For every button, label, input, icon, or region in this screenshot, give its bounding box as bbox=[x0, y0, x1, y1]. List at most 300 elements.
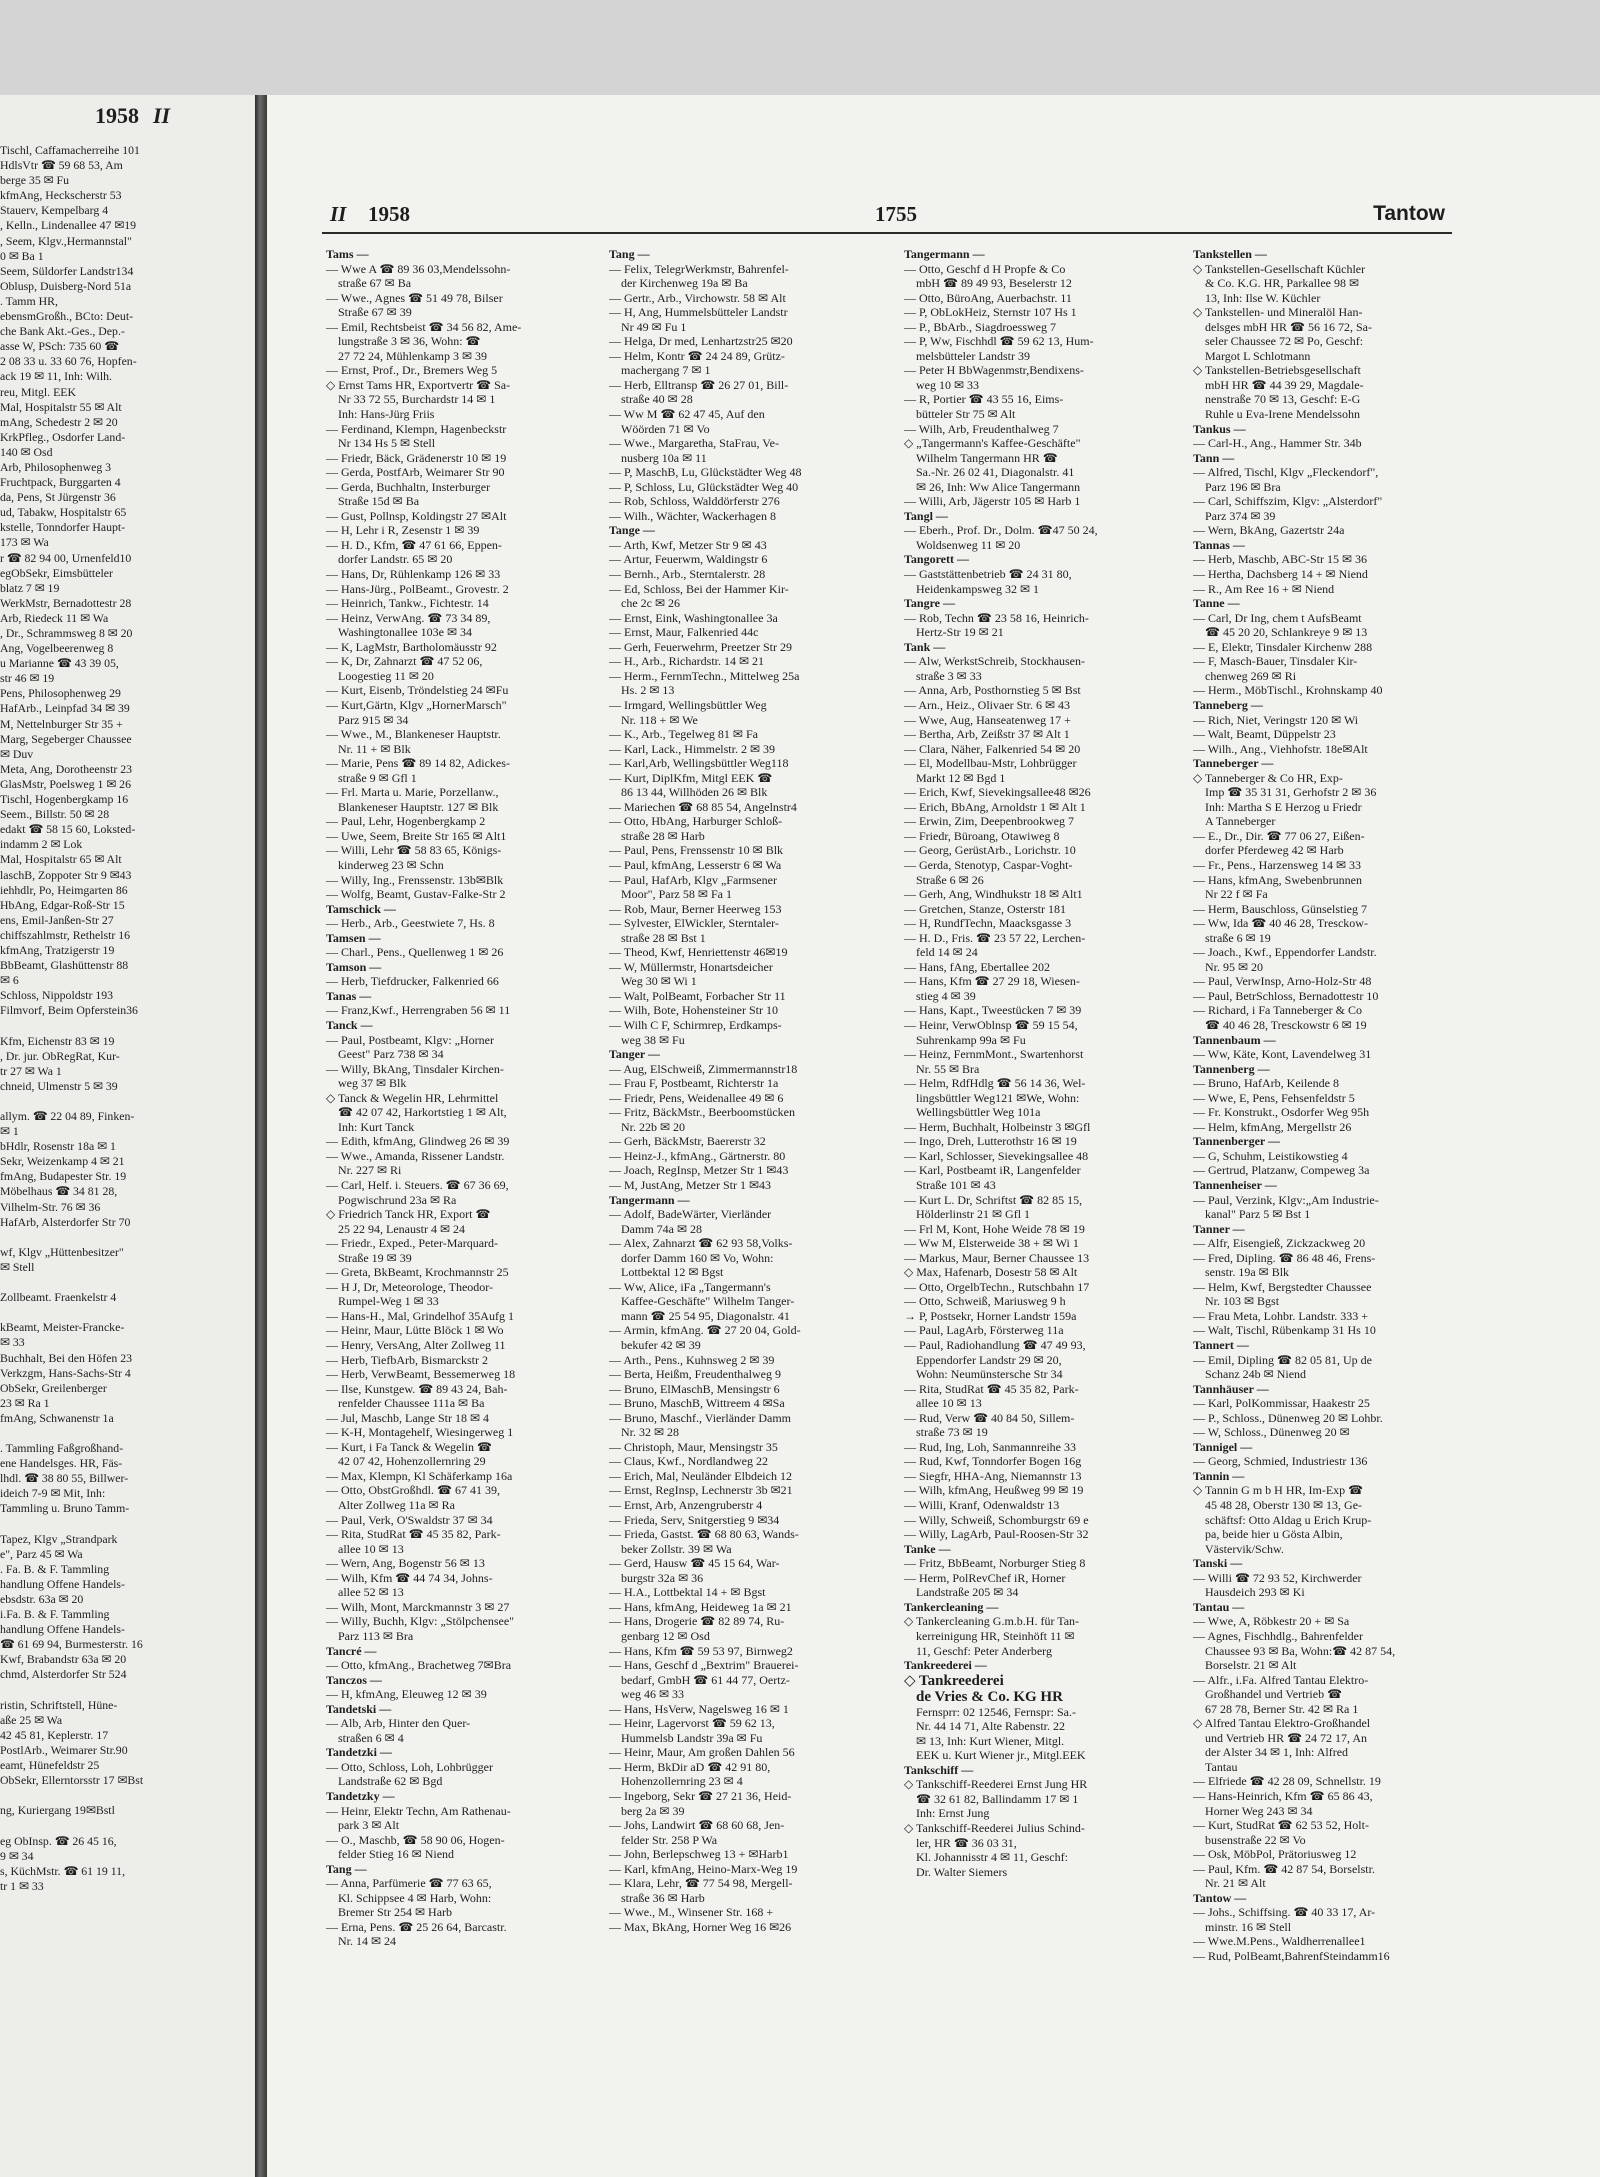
directory-entry-line: ◇ Tannin G m b H HR, Im-Exp ☎ bbox=[1193, 1483, 1364, 1498]
directory-entry-line: → P, Postsekr, Horner Landstr 159a bbox=[904, 1308, 1077, 1323]
left-entry-line: ens, Emil-Janßen-Str 27 bbox=[0, 912, 114, 927]
directory-entry-line: — Herm, BkDir aD ☎ 42 91 80, bbox=[609, 1759, 771, 1774]
left-entry-line bbox=[0, 1818, 250, 1833]
left-entry-line: , Kelln., Lindenallee 47 ✉19 bbox=[0, 218, 137, 233]
directory-entry-line: — Bernh., Arb., Sterntalerstr. 28 bbox=[609, 567, 766, 582]
directory-entry-line: — Bruno, ElMaschB, Mensingstr 6 bbox=[609, 1381, 780, 1396]
directory-entry-line: Nr. 22b ✉ 20 bbox=[621, 1119, 686, 1134]
directory-entry-line: — Gerda, PostfArb, Weimarer Str 90 bbox=[326, 465, 505, 480]
left-entry-line: ✉ Stell bbox=[0, 1259, 35, 1274]
left-entry-line: kstelle, Tonndorfer Haupt- bbox=[0, 520, 126, 535]
directory-entry-line: — Peter H BbWagenmstr,Bendixens- bbox=[904, 363, 1084, 378]
directory-entry-line: — Herm, Bauschloss, Günselstieg 7 bbox=[1193, 901, 1367, 916]
directory-entry-line: — Paul, Verzink, Klgv:„Am Industrie- bbox=[1193, 1192, 1379, 1207]
directory-entry-line: 25 22 94, Lenaustr 4 ✉ 24 bbox=[338, 1221, 466, 1236]
directory-entry-line: ◇ Tankstellen-Gesellschaft Küchler bbox=[1193, 261, 1366, 276]
directory-entry-line: — Friedr., Exped., Peter-Marquard- bbox=[326, 1236, 499, 1251]
surname-heading: Tang — bbox=[326, 1861, 367, 1876]
left-entry-line bbox=[0, 1018, 250, 1033]
directory-entry-line: — Marie, Pens ☎ 89 14 82, Adickes- bbox=[326, 756, 510, 771]
directory-entry-line: Fernsprr: 02 12546, Fernspr: Sa.- bbox=[916, 1704, 1076, 1719]
directory-entry-line: — Frl M, Kont, Hohe Weide 78 ✉ 19 bbox=[904, 1221, 1085, 1236]
directory-entry-line: — Joach, RegInsp, Metzer Str 1 ✉43 bbox=[609, 1163, 789, 1178]
directory-entry-line: der Kirchenweg 19a ✉ Ba bbox=[621, 276, 748, 291]
left-entry-line: 2 08 33 u. 33 60 76, Hopfen- bbox=[0, 354, 137, 369]
directory-entry-line: — H. D., Kfm, ☎ 47 61 66, Eppen- bbox=[326, 537, 502, 552]
directory-entry-line: — Ilse, Kunstgew. ☎ 89 43 24, Bah- bbox=[326, 1381, 508, 1396]
directory-entry-line: — Paul, Verk, O'Swaldstr 37 ✉ 34 bbox=[326, 1512, 493, 1527]
left-page-roman: II bbox=[153, 103, 171, 128]
directory-entry-line: Rumpel-Weg 1 ✉ 33 bbox=[338, 1294, 439, 1309]
directory-entry-line: Markt 12 ✉ Bgd 1 bbox=[916, 770, 1006, 785]
left-entry-line: ud, Tabakw, Hospitalstr 65 bbox=[0, 505, 127, 520]
directory-entry-line: 11, Geschf: Peter Anderberg bbox=[916, 1643, 1052, 1658]
directory-entry-line: — Ed, Schloss, Bei der Hammer Kir- bbox=[609, 581, 789, 596]
surname-heading: Tamsen — bbox=[326, 930, 381, 945]
directory-entry-line: — Paul, Kfm. ☎ 42 87 54, Borselstr. bbox=[1193, 1861, 1375, 1876]
directory-entry-line: — P., Schloss., Dünenweg 20 ✉ Lohbr. bbox=[1193, 1410, 1383, 1425]
directory-entry-line: — F, Masch-Bauer, Tinsdaler Kir- bbox=[1193, 654, 1358, 669]
directory-entry-line: Parz 113 ✉ Bra bbox=[338, 1628, 414, 1643]
surname-heading: Tanczos — bbox=[326, 1672, 382, 1687]
directory-entry-line: Nr 22 f ✉ Fa bbox=[1205, 887, 1268, 902]
left-entry-line: ☎ 61 69 94, Burmesterstr. 16 bbox=[0, 1637, 143, 1652]
directory-entry-line: — Willy, Buchh, Klgv: „Stölpchensee" bbox=[326, 1614, 515, 1629]
directory-entry-line: ◇ Alfred Tantau Elektro-Großhandel bbox=[1193, 1716, 1371, 1731]
directory-entry-line: — Friedr, Bäck, Grädenerstr 10 ✉ 19 bbox=[326, 450, 507, 465]
directory-entry-line: — Paul, Postbeamt, Klgv: „Horner bbox=[326, 1032, 494, 1047]
left-entry-line: Pens, Philosophenweg 29 bbox=[0, 686, 121, 701]
page-number: 1755 bbox=[875, 202, 917, 226]
left-entry-line: handlung Offene Handels- bbox=[0, 1622, 125, 1637]
directory-entry-line: — Charl., Pens., Quellenweg 1 ✉ 26 bbox=[326, 945, 504, 960]
directory-entry-line: Nr. 14 ✉ 24 bbox=[338, 1934, 397, 1949]
directory-entry-line: dorfer Damm 160 ✉ Vo, Wohn: bbox=[621, 1250, 774, 1265]
directory-column-3 bbox=[904, 247, 1172, 1879]
directory-entry-line: — Jul, Maschb, Lange Str 18 ✉ 4 bbox=[326, 1410, 490, 1425]
surname-heading: Tannenbaum — bbox=[1193, 1032, 1276, 1047]
left-entry-line: reu, Mitgl. EEK bbox=[0, 384, 77, 399]
directory-entry-line: dorfer Landstr. 65 ✉ 20 bbox=[338, 552, 453, 567]
directory-entry-line: — Otto, ObstGroßhdl. ☎ 67 41 39, bbox=[326, 1483, 500, 1498]
left-entry-line: s, KüchMstr. ☎ 61 19 11, bbox=[0, 1863, 126, 1878]
directory-entry-line: — Heinr, Lagervorst ☎ 59 62 13, bbox=[609, 1716, 775, 1731]
header-keyword: Tantow bbox=[1373, 202, 1445, 225]
directory-entry-line: burgstr 32a ✉ 36 bbox=[621, 1570, 704, 1585]
directory-entry-line: 67 28 78, Berner Str. 42 ✉ Ra 1 bbox=[1205, 1701, 1359, 1716]
directory-entry-line: — Herb, VerwBeamt, Bessemerweg 18 bbox=[326, 1367, 516, 1382]
directory-entry-line: Inh: Kurt Tanck bbox=[338, 1119, 415, 1134]
directory-entry-line: — Gretchen, Stanze, Osterstr 181 bbox=[904, 901, 1066, 916]
directory-entry-line: — Fritz, BäckMstr., Beerboomstücken bbox=[609, 1105, 795, 1120]
directory-entry-line: — H, Lehr i R, Zesenstr 1 ✉ 39 bbox=[326, 523, 480, 538]
directory-entry-line: Kl. Schippsee 4 ✉ Harb, Wohn: bbox=[338, 1890, 492, 1905]
surname-heading: Tankstellen — bbox=[1193, 247, 1267, 261]
left-entry-line: Verkzgm, Hans-Sachs-Str 4 bbox=[0, 1365, 131, 1380]
header-rule bbox=[322, 232, 1452, 234]
directory-entry-line: minstr. 16 ✉ Stell bbox=[1205, 1919, 1292, 1934]
left-entry-line: kBeamt, Meister-Francke- bbox=[0, 1320, 125, 1335]
directory-entry-line: — H, Ang, Hummelsbütteler Landstr bbox=[609, 305, 788, 320]
directory-entry-line: Tantau bbox=[1205, 1759, 1238, 1774]
surname-heading: Tams — bbox=[326, 247, 369, 261]
directory-entry-line: — Clara, Näher, Falkenried 54 ✉ 20 bbox=[904, 741, 1081, 756]
left-entry-line: ObSekr, Greilenberger bbox=[0, 1380, 107, 1395]
directory-entry-line: — Herb, Elltransp ☎ 26 27 01, Bill- bbox=[609, 377, 789, 392]
surname-heading: Tannert — bbox=[1193, 1338, 1249, 1353]
surname-heading: Tange — bbox=[609, 523, 655, 538]
directory-entry-line: — Otto, HbAng, Harburger Schloß- bbox=[609, 814, 783, 829]
left-entry-line: WerkMstr, Bernadottestr 28 bbox=[0, 595, 132, 610]
directory-entry-line: ☎ 40 46 28, Tresckowstr 6 ✉ 19 bbox=[1205, 1017, 1367, 1032]
directory-entry-line: — Frieda, Gastst. ☎ 68 80 63, Wands- bbox=[609, 1527, 799, 1542]
surname-heading: Tankercleaning — bbox=[904, 1599, 999, 1614]
left-entry-line: Mal, Hospitalstr 55 ✉ Alt bbox=[0, 399, 122, 414]
directory-entry-line: — Rob, Schloss, Walddörferstr 276 bbox=[609, 494, 780, 509]
directory-entry-line: — Heinz, FernmMont., Swartenhorst bbox=[904, 1047, 1084, 1062]
directory-entry-line: & Co. K.G. HR, Parkallee 98 ✉ bbox=[1205, 276, 1360, 291]
directory-entry-line: — Gerd, Hausw ☎ 45 15 64, War- bbox=[609, 1556, 780, 1571]
directory-entry-line: — Johs., Schiffsing. ☎ 40 33 17, Ar- bbox=[1193, 1905, 1376, 1920]
directory-entry-line: ☎ 45 20 20, Schlankreye 9 ✉ 13 bbox=[1205, 625, 1368, 640]
directory-entry-line: Bremer Str 254 ✉ Harb bbox=[338, 1905, 453, 1920]
directory-entry-line: Parz 374 ✉ 39 bbox=[1205, 508, 1276, 523]
surname-heading: Tannin — bbox=[1193, 1468, 1245, 1483]
directory-entry-line: — Willy, BkAng, Tinsdaler Kirchen- bbox=[326, 1061, 504, 1076]
directory-entry-line: — P, MaschB, Lu, Glückstädter Weg 48 bbox=[609, 465, 802, 480]
left-entry-line: HbAng, Edgar-Roß-Str 15 bbox=[0, 897, 125, 912]
left-entry-line: M, Nettelnburger Str 35 + bbox=[0, 716, 123, 731]
surname-heading: Tancré — bbox=[326, 1643, 377, 1658]
left-entry-line: PostlArb., Weimarer Str.90 bbox=[0, 1742, 128, 1757]
directory-entry-line: ◇ Tankstellen-Betriebsgesellschaft bbox=[1193, 363, 1361, 378]
directory-entry-line: — Frau Meta, Lohbr. Landstr. 333 + bbox=[1193, 1308, 1369, 1323]
left-entry-line: e", Parz 45 ✉ Wa bbox=[0, 1546, 83, 1561]
directory-entry-line: — Richard, i Fa Tanneberger & Co bbox=[1193, 1003, 1363, 1018]
left-entry-line: ng, Kuriergang 19✉Bstl bbox=[0, 1803, 115, 1818]
left-entry-line: Seem., Billstr. 50 ✉ 28 bbox=[0, 807, 110, 822]
directory-entry-line: ◇ Tankschiff-Reederei Julius Schind- bbox=[904, 1820, 1085, 1835]
directory-entry-line: — Frau F, Postbeamt, Richterstr 1a bbox=[609, 1076, 779, 1091]
directory-entry-line: — Karl,Arb, Wellingsbüttler Weg118 bbox=[609, 756, 789, 771]
left-entry-line: 23 ✉ Ra 1 bbox=[0, 1395, 50, 1410]
directory-entry-line: — Markus, Maur, Berner Chaussee 13 bbox=[904, 1250, 1090, 1265]
left-entry-line: KrkPfleg., Osdorfer Land- bbox=[0, 429, 126, 444]
left-entry-line: . Tamm HR, bbox=[0, 293, 58, 308]
directory-entry-line: — W, Müllermstr, Honartsdeicher bbox=[609, 959, 773, 974]
surname-heading: Tandetzky — bbox=[326, 1788, 395, 1803]
directory-entry-line: — Herb, Maschb, ABC-Str 15 ✉ 36 bbox=[1193, 552, 1368, 567]
directory-entry-line: — Christoph, Maur, Mensingstr 35 bbox=[609, 1439, 778, 1454]
directory-entry-line: — Willi, Lehr ☎ 58 83 65, Königs- bbox=[326, 843, 502, 858]
left-entry-line bbox=[0, 1094, 250, 1109]
directory-entry-line: — Paul, Radiohandlung ☎ 47 49 93, bbox=[904, 1338, 1086, 1353]
left-entry-line bbox=[0, 1305, 250, 1320]
directory-entry-line: Horner Weg 243 ✉ 34 bbox=[1205, 1803, 1313, 1818]
directory-entry-line: — Ernst, Maur, Falkenried 44c bbox=[609, 625, 759, 640]
left-entry-line: i.Fa. B. & F. Tammling bbox=[0, 1607, 110, 1622]
directory-entry-line: — Klara, Lehr, ☎ 77 54 98, Mergell- bbox=[609, 1876, 793, 1891]
directory-entry-line: — Herb, Tiefdrucker, Falkenried 66 bbox=[326, 974, 499, 989]
directory-entry-line: Nr. 44 14 71, Alte Rabenstr. 22 bbox=[916, 1719, 1065, 1734]
directory-entry-line: — Herb., Arb., Geestwiete 7, Hs. 8 bbox=[326, 916, 495, 931]
directory-entry-line: straße 67 ✉ Ba bbox=[338, 276, 412, 291]
left-entry-line: Stauerv, Kempelbarg 4 bbox=[0, 203, 109, 218]
directory-entry-line: 86 13 44, Willhöden 26 ✉ Blk bbox=[621, 785, 768, 800]
left-entry-line: Möbelhaus ☎ 34 81 28, bbox=[0, 1184, 118, 1199]
left-entry-line: u Marianne ☎ 43 39 05, bbox=[0, 656, 119, 671]
left-entry-line: aße 25 ✉ Wa bbox=[0, 1712, 63, 1727]
directory-entry-line: — O., Maschb, ☎ 58 90 06, Hogen- bbox=[326, 1832, 505, 1847]
directory-entry-line: — Wwe., Agnes ☎ 51 49 78, Bilser bbox=[326, 290, 503, 305]
surname-heading: Tankus — bbox=[1193, 421, 1246, 436]
surname-heading: Tangre — bbox=[904, 596, 956, 611]
left-entry-line: lhdl. ☎ 38 80 55, Billwer- bbox=[0, 1471, 129, 1486]
directory-entry-line: park 3 ✉ Alt bbox=[338, 1818, 400, 1833]
directory-entry-line: — Frl. Marta u. Marie, Porzellanw., bbox=[326, 785, 499, 800]
directory-entry-line: — Kurt L. Dr, Schriftst ☎ 82 85 15, bbox=[904, 1192, 1083, 1207]
directory-entry-line: — Aug, ElSchweiß, Zimmermannstr18 bbox=[609, 1061, 798, 1076]
directory-entry-line: ◇ Tankreederei bbox=[904, 1672, 1004, 1689]
directory-entry-line: Borselstr. 21 ✉ Alt bbox=[1205, 1658, 1297, 1673]
directory-entry-line: — Hans, kfmAng, Heideweg 1a ✉ 21 bbox=[609, 1599, 792, 1614]
directory-entry-line: nenstraße 70 ✉ 13, Geschf: E-G bbox=[1205, 392, 1361, 407]
directory-entry-line: Hertz-Str 19 ✉ 21 bbox=[916, 625, 1004, 640]
directory-entry-line: Ruhle u Eva-Irene Mendelssohn bbox=[1205, 407, 1360, 422]
directory-entry-line: — Rich, Niet, Veringstr 120 ✉ Wi bbox=[1193, 712, 1359, 727]
directory-entry-line: — Emil, Dipling ☎ 82 05 81, Up de bbox=[1193, 1352, 1372, 1367]
directory-entry-line: felder Stieg 16 ✉ Niend bbox=[338, 1847, 455, 1862]
directory-entry-line: — Johs, Landwirt ☎ 68 60 68, Jen- bbox=[609, 1818, 785, 1833]
directory-entry-line: — Hans, Dr, Rühlenkamp 126 ✉ 33 bbox=[326, 567, 501, 582]
directory-entry-line: — Wwe A ☎ 89 36 03,Mendelssohn- bbox=[326, 261, 511, 276]
directory-entry-line: — Wwe.M.Pens., Waldherrenallee1 bbox=[1193, 1934, 1366, 1949]
directory-entry-line: — Alfr, Eisengieß, Zickzackweg 20 bbox=[1193, 1236, 1366, 1251]
left-entry-line: Seem, Süldorfer Landstr134 bbox=[0, 263, 134, 278]
directory-entry-line: Nr 33 72 55, Burchardstr 14 ✉ 1 bbox=[338, 392, 496, 407]
surname-heading: Tanski — bbox=[1193, 1556, 1243, 1571]
directory-entry-line: machergang 7 ✉ 1 bbox=[621, 363, 711, 378]
directory-entry-line: — Wwe., Margaretha, StaFrau, Ve- bbox=[609, 436, 779, 451]
directory-column-2 bbox=[609, 247, 896, 1934]
directory-entry-line: — Ww, Alice, iFa „Tangermann's bbox=[609, 1279, 771, 1294]
directory-entry-line: Wilhelm Tangermann HR ☎ bbox=[916, 450, 1058, 465]
surname-heading: Tank — bbox=[904, 639, 946, 654]
directory-entry-line: — Karl, Schlosser, Sievekingsallee 48 bbox=[904, 1148, 1089, 1163]
directory-entry-line: genbarg 12 ✉ Osd bbox=[621, 1628, 710, 1643]
directory-entry-line: — Georg, GerüstArb., Lorichstr. 10 bbox=[904, 843, 1076, 858]
left-entry-line: Vilhelm-Str. 76 ✉ 36 bbox=[0, 1199, 101, 1214]
left-entry-line: ristin, Schriftstell, Hüne- bbox=[0, 1697, 118, 1712]
left-entry-line: 42 45 81, Keplerstr. 17 bbox=[0, 1727, 109, 1742]
directory-entry-line: — H, RundfTechn, Maacksgasse 3 bbox=[904, 916, 1072, 931]
left-entry-line: eg ObInsp. ☎ 26 45 16, bbox=[0, 1833, 117, 1848]
directory-entry-line: Chaussee 93 ✉ Ba, Wohn:☎ 42 87 54, bbox=[1205, 1643, 1396, 1658]
directory-entry-line: Hausdeich 293 ✉ Ki bbox=[1205, 1585, 1305, 1600]
directory-entry-line: — Wwe, Aug, Hanseatenweg 17 + bbox=[904, 712, 1071, 727]
directory-entry-line: — Rita, StudRat ☎ 45 35 82, Park- bbox=[904, 1381, 1079, 1396]
left-entry-line: ebensmGroßh., BCto: Deut- bbox=[0, 309, 134, 324]
directory-entry-line: — Gertrud, Platzanw, Compeweg 3a bbox=[1193, 1163, 1370, 1178]
directory-entry-line: — Wwe., Amanda, Rissener Landstr. bbox=[326, 1148, 505, 1163]
surname-heading: Tanger — bbox=[609, 1047, 661, 1062]
surname-heading: Tanneberger — bbox=[1193, 756, 1274, 771]
directory-entry-line: Wöörden 71 ✉ Vo bbox=[621, 421, 710, 436]
directory-entry-line: — Gerda, Buchhaltn, Insterburger bbox=[326, 479, 491, 494]
left-entry-line: Tapez, Klgv „Strandpark bbox=[0, 1531, 118, 1546]
directory-entry-line: de Vries & Co. KG HR bbox=[916, 1688, 1063, 1705]
directory-entry-line: allee 52 ✉ 13 bbox=[338, 1585, 404, 1600]
directory-entry-line: — Karl, PolKommissar, Haakestr 25 bbox=[1193, 1396, 1370, 1411]
left-entry-line: Marg, Segeberger Chaussee bbox=[0, 731, 132, 746]
left-entry-line: . Tammling Faßgroßhand- bbox=[0, 1441, 124, 1456]
left-entry-line: BbBeamt, Glashüttenstr 88 bbox=[0, 958, 129, 973]
directory-entry-line: senstr. 19a ✉ Blk bbox=[1205, 1265, 1290, 1280]
directory-entry-line: Sa.-Nr. 26 02 41, Diagonalstr. 41 bbox=[916, 465, 1075, 480]
left-entry-line: handlung Offene Handels- bbox=[0, 1576, 125, 1591]
directory-entry-line: — Bruno, HafArb, Keilende 8 bbox=[1193, 1076, 1339, 1091]
directory-entry-line: kerreinigung HR, Steinhöft 11 ✉ bbox=[916, 1628, 1075, 1643]
directory-entry-line: ◇ Tankstellen- und Mineralöl Han- bbox=[1193, 305, 1363, 320]
left-entry-line: fmAng, Schwanenstr 1a bbox=[0, 1410, 114, 1425]
directory-entry-line: — Erna, Pens. ☎ 25 26 64, Barcastr. bbox=[326, 1919, 507, 1934]
directory-entry-line: stieg 4 ✉ 39 bbox=[916, 988, 976, 1003]
directory-entry-line: Kl. Johannisstr 4 ✉ 11, Geschf: bbox=[916, 1850, 1068, 1865]
directory-entry-line: — Heinr, Maur, Am großen Dahlen 56 bbox=[609, 1745, 795, 1760]
directory-entry-line: — Kurt, DiplKfm, Mitgl EEK ☎ bbox=[609, 770, 773, 785]
directory-entry-line: — Herm, PolRevChef iR, Horner bbox=[904, 1570, 1066, 1585]
directory-entry-line: — Willi, Arb, Jägerstr 105 ✉ Harb 1 bbox=[904, 494, 1081, 509]
directory-entry-line: — Kurt, StudRat ☎ 62 53 52, Holt- bbox=[1193, 1818, 1369, 1833]
directory-entry-line: — Herm., FernmTechn., Mittelweg 25a bbox=[609, 668, 800, 683]
directory-entry-line: lungstraße 3 ✉ 36, Wohn: ☎ bbox=[338, 334, 481, 349]
left-entry-line: Tischl, Caffamacherreihe 101 bbox=[0, 143, 140, 157]
surname-heading: Tannhäuser — bbox=[1193, 1381, 1269, 1396]
directory-entry-line: — El, Modellbau-Mstr, Lohbrügger bbox=[904, 756, 1077, 771]
directory-entry-line: Inh: Ernst Jung bbox=[916, 1806, 990, 1821]
directory-entry-line: — Hans, Drogerie ☎ 82 89 74, Ru- bbox=[609, 1614, 785, 1629]
directory-entry-line: — Bruno, Maschf., Vierländer Damm bbox=[609, 1410, 792, 1425]
directory-entry-line: — Arth., Pens., Kuhnsweg 2 ✉ 39 bbox=[609, 1352, 775, 1367]
directory-entry-line: — Herm., MöbTischl., Krohnskamp 40 bbox=[1193, 683, 1383, 698]
left-entry-line: ✉ 6 bbox=[0, 973, 19, 988]
directory-entry-line: — Otto, Geschf d H Propfe & Co bbox=[904, 261, 1066, 276]
left-entry-line: 173 ✉ Wa bbox=[0, 535, 49, 550]
directory-entry-line: Nr. 32 ✉ 28 bbox=[621, 1425, 680, 1440]
directory-entry-line: — Karl, Postbeamt iR, Langenfelder bbox=[904, 1163, 1081, 1178]
directory-entry-line: — Felix, TelegrWerkmstr, Bahrenfel- bbox=[609, 261, 789, 276]
left-entry-line: berge 35 ✉ Fu bbox=[0, 173, 69, 188]
left-entry-line: Oblusp, Duisberg-Nord 51a bbox=[0, 278, 132, 293]
left-entry-line: ObSekr, Ellerntorsstr 17 ✉Bst bbox=[0, 1773, 144, 1788]
directory-entry-line: — Wwe., M., Winsener Str. 168 + bbox=[609, 1905, 774, 1920]
directory-entry-line: — Otto, Schweiß, Mariusweg 9 h bbox=[904, 1294, 1066, 1309]
directory-entry-line: — Ernst, Eink, Washingtonallee 3a bbox=[609, 610, 778, 625]
directory-entry-line: Lottbektal 12 ✉ Bgst bbox=[621, 1265, 724, 1280]
directory-entry-line: — Max, Klempn, Kl Schäferkamp 16a bbox=[326, 1468, 513, 1483]
directory-entry-line: — Willy, Schweiß, Schomburgstr 69 e bbox=[904, 1512, 1089, 1527]
directory-entry-line: — Alfred, Tischl, Klgv „Fleckendorf", bbox=[1193, 465, 1379, 480]
left-page-header bbox=[95, 103, 170, 129]
directory-entry-line: Damm 74a ✉ 28 bbox=[621, 1221, 703, 1236]
directory-entry-line: Moor", Parz 58 ✉ Fa 1 bbox=[621, 887, 732, 902]
right-page-header bbox=[330, 202, 1445, 228]
directory-entry-line: — Artur, Feuerwm, Waldingstr 6 bbox=[609, 552, 768, 567]
directory-entry-line: allee 10 ✉ 13 bbox=[338, 1541, 404, 1556]
left-entry-line: Ang, Vogelbeerenweg 8 bbox=[0, 641, 114, 656]
surname-heading: Tangl — bbox=[904, 508, 948, 523]
left-entry-line: kfmAng, Tratzigerstr 19 bbox=[0, 942, 115, 957]
left-entry-line: , Seem, Klgv.,Hermannstal" bbox=[0, 233, 132, 248]
directory-entry-line: — Helm, Kwf, Bergstedter Chaussee bbox=[1193, 1279, 1372, 1294]
directory-entry-line: ☎ 32 61 82, Ballindamm 17 ✉ 1 bbox=[916, 1791, 1079, 1806]
directory-entry-line: bedarf, GmbH ☎ 61 44 77, Oertz- bbox=[621, 1672, 790, 1687]
directory-entry-line: — Sylvester, ElWickler, Sterntaler- bbox=[609, 916, 779, 931]
directory-entry-line: — Wilh, Bote, Hohensteiner Str 10 bbox=[609, 1003, 778, 1018]
surname-heading: Tanck — bbox=[326, 1017, 373, 1032]
left-entry-line: HafArb., Leinpfad 34 ✉ 39 bbox=[0, 701, 130, 716]
directory-entry-line: kanal" Parz 5 ✉ Bst 1 bbox=[1205, 1207, 1311, 1222]
directory-entry-line: straße 36 ✉ Harb bbox=[621, 1890, 705, 1905]
directory-entry-line: — Ernst, Arb, Anzengruberstr 4 bbox=[609, 1498, 763, 1513]
left-entry-line: Kwf, Brabandstr 63a ✉ 20 bbox=[0, 1652, 127, 1667]
directory-entry-line: — Erich, Mal, Neuländer Elbdeich 12 bbox=[609, 1468, 792, 1483]
directory-entry-line: ◇ Friedrich Tanck HR, Export ☎ bbox=[326, 1207, 491, 1222]
directory-entry-line: — Fred, Dipling. ☎ 86 48 46, Frens- bbox=[1193, 1250, 1376, 1265]
directory-entry-line: — Mariechen ☎ 68 85 54, Angelnstr4 bbox=[609, 799, 797, 814]
directory-entry-line: — Heinrich, Tankw., Fichtestr. 14 bbox=[326, 596, 489, 611]
directory-entry-line: weg 37 ✉ Blk bbox=[338, 1076, 407, 1091]
directory-entry-line: — Gerh, BäckMstr, Baererstr 32 bbox=[609, 1134, 766, 1149]
directory-entry-line: — Heinr, VerwOblnsp ☎ 59 15 54, bbox=[904, 1017, 1078, 1032]
directory-entry-line: — Fr. Konstrukt., Osdorfer Weg 95h bbox=[1193, 1105, 1370, 1120]
left-entry-line: blatz 7 ✉ 19 bbox=[0, 580, 60, 595]
directory-entry-line: nusberg 10a ✉ 11 bbox=[621, 450, 707, 465]
left-entry-line: ✉ Duv bbox=[0, 746, 34, 761]
directory-entry-line: — Gertr., Arb., Virchowstr. 58 ✉ Alt bbox=[609, 290, 786, 305]
directory-entry-line: — Hans, Kapt., Tweestücken 7 ✉ 39 bbox=[904, 1003, 1082, 1018]
directory-entry-line: Straße 101 ✉ 43 bbox=[916, 1178, 996, 1192]
left-entry-line: asse W, PSch: 735 60 ☎ bbox=[0, 339, 119, 354]
directory-entry-line: — Joach., Kwf., Eppendorfer Landstr. bbox=[1193, 945, 1377, 960]
directory-entry-line: A Tanneberger bbox=[1205, 814, 1276, 829]
left-entry-line: chneid, Ulmenstr 5 ✉ 39 bbox=[0, 1078, 118, 1093]
left-entry-line: da, Pens, St Jürgenstr 36 bbox=[0, 490, 116, 505]
directory-entry-line: — Willy, LagArb, Paul-Roosen-Str 32 bbox=[904, 1527, 1089, 1542]
surname-heading: Tannenberger — bbox=[1193, 1134, 1281, 1149]
left-entry-line: , Dr., Schrammsweg 8 ✉ 20 bbox=[0, 626, 133, 640]
left-entry-line: wf, Klgv „Hüttenbesitzer" bbox=[0, 1244, 124, 1259]
surname-heading: Tannenberg — bbox=[1193, 1061, 1270, 1076]
left-entry-line: Kfm, Eichenstr 83 ✉ 19 bbox=[0, 1033, 115, 1048]
directory-entry-line: — Paul, Pens, Frenssenstr 10 ✉ Blk bbox=[609, 843, 784, 858]
directory-entry-line: — Greta, BkBeamt, Krochmannstr 25 bbox=[326, 1265, 509, 1280]
left-entry-line bbox=[0, 1517, 250, 1532]
directory-entry-line: — Walt, PolBeamt, Forbacher Str 11 bbox=[609, 988, 786, 1003]
left-entry-line: allym. ☎ 22 04 89, Finken- bbox=[0, 1109, 135, 1123]
directory-entry-line: — Otto, Schloss, Loh, Lohbrügger bbox=[326, 1759, 493, 1774]
left-entry-line: Tammling u. Bruno Tamm- bbox=[0, 1501, 130, 1516]
directory-entry-line: Washingtonallee 103e ✉ 34 bbox=[338, 625, 473, 640]
directory-entry-line: — W, Schloss., Dünenweg 20 ✉ bbox=[1193, 1425, 1350, 1440]
directory-entry-line: ◇ Tankercleaning G.m.b.H. für Tan- bbox=[904, 1614, 1080, 1629]
left-entry-line bbox=[0, 1230, 250, 1245]
directory-entry-line: — Claus, Kwf., Nordlandweg 22 bbox=[609, 1454, 768, 1469]
directory-entry-line: — Heinz-J., kfmAng., Gärtnerstr. 80 bbox=[609, 1148, 786, 1163]
directory-entry-line: — Hans-Jürg., PolBeamt., Grovestr. 2 bbox=[326, 581, 509, 596]
surname-heading: Tanneberg — bbox=[1193, 697, 1263, 712]
directory-entry-line: — Wern, BkAng, Gazertstr 24a bbox=[1193, 523, 1345, 538]
